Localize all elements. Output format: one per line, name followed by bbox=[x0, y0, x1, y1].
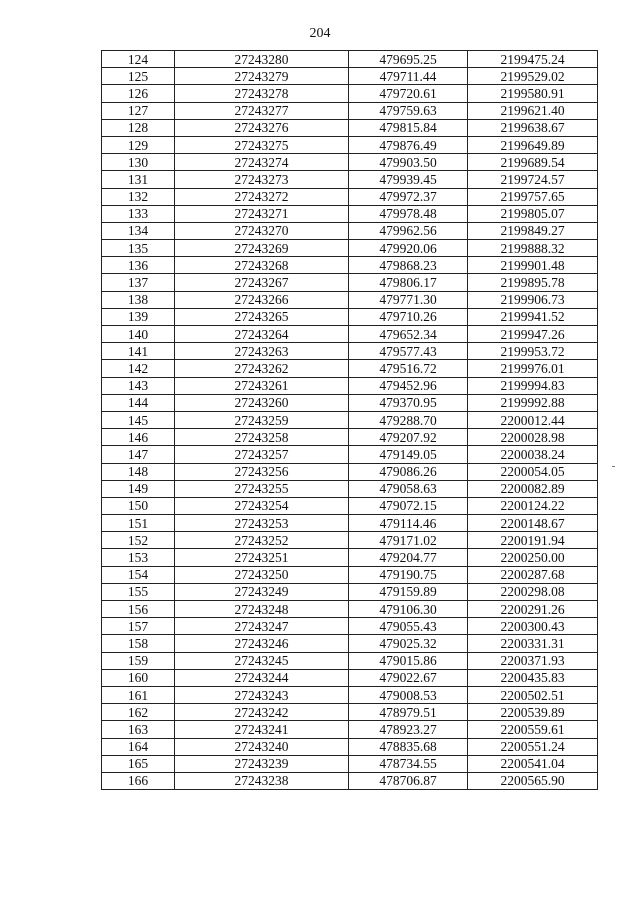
row-index-cell: 156 bbox=[102, 601, 175, 618]
point-id-cell: 27243253 bbox=[175, 515, 349, 532]
table-row bbox=[102, 291, 598, 308]
table-row bbox=[102, 205, 598, 222]
row-index-cell: 131 bbox=[102, 171, 175, 188]
row-index-cell: 130 bbox=[102, 154, 175, 171]
table-row bbox=[102, 85, 598, 102]
x-coordinate-cell: 479149.05 bbox=[349, 446, 468, 463]
table-row bbox=[102, 429, 598, 446]
table-row bbox=[102, 515, 598, 532]
row-index-cell: 143 bbox=[102, 377, 175, 394]
y-coordinate-cell: 2199475.24 bbox=[468, 51, 598, 68]
table-row bbox=[102, 686, 598, 703]
point-id-cell: 27243262 bbox=[175, 360, 349, 377]
table-row bbox=[102, 119, 598, 136]
row-index-cell: 161 bbox=[102, 686, 175, 703]
table-row bbox=[102, 497, 598, 514]
table-row bbox=[102, 188, 598, 205]
point-id-cell: 27243252 bbox=[175, 532, 349, 549]
row-index-cell: 135 bbox=[102, 240, 175, 257]
point-id-cell: 27243264 bbox=[175, 326, 349, 343]
x-coordinate-cell: 479516.72 bbox=[349, 360, 468, 377]
y-coordinate-cell: 2200551.24 bbox=[468, 738, 598, 755]
point-id-cell: 27243247 bbox=[175, 618, 349, 635]
table-row bbox=[102, 446, 598, 463]
y-coordinate-cell: 2199638.67 bbox=[468, 119, 598, 136]
y-coordinate-cell: 2199621.40 bbox=[468, 102, 598, 119]
y-coordinate-cell: 2199888.32 bbox=[468, 240, 598, 257]
table-row bbox=[102, 601, 598, 618]
table-row bbox=[102, 755, 598, 772]
x-coordinate-cell: 479106.30 bbox=[349, 601, 468, 618]
y-coordinate-cell: 2200291.26 bbox=[468, 601, 598, 618]
y-coordinate-cell: 2200038.24 bbox=[468, 446, 598, 463]
table-row bbox=[102, 308, 598, 325]
row-index-cell: 129 bbox=[102, 136, 175, 153]
x-coordinate-cell: 479171.02 bbox=[349, 532, 468, 549]
y-coordinate-cell: 2199689.54 bbox=[468, 154, 598, 171]
margin-mark bbox=[612, 466, 615, 467]
x-coordinate-cell: 479015.86 bbox=[349, 652, 468, 669]
table-row bbox=[102, 480, 598, 497]
x-coordinate-cell: 479903.50 bbox=[349, 154, 468, 171]
row-index-cell: 159 bbox=[102, 652, 175, 669]
row-index-cell: 124 bbox=[102, 51, 175, 68]
x-coordinate-cell: 479577.43 bbox=[349, 343, 468, 360]
point-id-cell: 27243275 bbox=[175, 136, 349, 153]
row-index-cell: 151 bbox=[102, 515, 175, 532]
row-index-cell: 138 bbox=[102, 291, 175, 308]
row-index-cell: 126 bbox=[102, 85, 175, 102]
point-id-cell: 27243243 bbox=[175, 686, 349, 703]
point-id-cell: 27243250 bbox=[175, 566, 349, 583]
row-index-cell: 127 bbox=[102, 102, 175, 119]
table-row bbox=[102, 257, 598, 274]
point-id-cell: 27243249 bbox=[175, 583, 349, 600]
y-coordinate-cell: 2200298.08 bbox=[468, 583, 598, 600]
point-id-cell: 27243274 bbox=[175, 154, 349, 171]
x-coordinate-cell: 479058.63 bbox=[349, 480, 468, 497]
row-index-cell: 137 bbox=[102, 274, 175, 291]
x-coordinate-cell: 479086.26 bbox=[349, 463, 468, 480]
x-coordinate-cell: 479876.49 bbox=[349, 136, 468, 153]
row-index-cell: 166 bbox=[102, 772, 175, 789]
x-coordinate-cell: 479008.53 bbox=[349, 686, 468, 703]
row-index-cell: 158 bbox=[102, 635, 175, 652]
point-id-cell: 27243271 bbox=[175, 205, 349, 222]
point-id-cell: 27243258 bbox=[175, 429, 349, 446]
point-id-cell: 27243248 bbox=[175, 601, 349, 618]
table-row bbox=[102, 721, 598, 738]
x-coordinate-cell: 479204.77 bbox=[349, 549, 468, 566]
x-coordinate-cell: 479868.23 bbox=[349, 257, 468, 274]
row-index-cell: 160 bbox=[102, 669, 175, 686]
point-id-cell: 27243263 bbox=[175, 343, 349, 360]
row-index-cell: 125 bbox=[102, 68, 175, 85]
x-coordinate-cell: 479920.06 bbox=[349, 240, 468, 257]
y-coordinate-cell: 2200054.05 bbox=[468, 463, 598, 480]
point-id-cell: 27243260 bbox=[175, 394, 349, 411]
x-coordinate-cell: 479720.61 bbox=[349, 85, 468, 102]
y-coordinate-cell: 2200371.93 bbox=[468, 652, 598, 669]
table-row bbox=[102, 618, 598, 635]
row-index-cell: 133 bbox=[102, 205, 175, 222]
point-id-cell: 27243278 bbox=[175, 85, 349, 102]
row-index-cell: 165 bbox=[102, 755, 175, 772]
row-index-cell: 136 bbox=[102, 257, 175, 274]
x-coordinate-cell: 479025.32 bbox=[349, 635, 468, 652]
y-coordinate-cell: 2200250.00 bbox=[468, 549, 598, 566]
row-index-cell: 144 bbox=[102, 394, 175, 411]
table-row bbox=[102, 326, 598, 343]
row-index-cell: 164 bbox=[102, 738, 175, 755]
x-coordinate-cell: 479652.34 bbox=[349, 326, 468, 343]
point-id-cell: 27243261 bbox=[175, 377, 349, 394]
x-coordinate-cell: 479159.89 bbox=[349, 583, 468, 600]
x-coordinate-cell: 479072.15 bbox=[349, 497, 468, 514]
table-row bbox=[102, 360, 598, 377]
table-row bbox=[102, 532, 598, 549]
y-coordinate-cell: 2199953.72 bbox=[468, 343, 598, 360]
point-id-cell: 27243269 bbox=[175, 240, 349, 257]
y-coordinate-cell: 2199976.01 bbox=[468, 360, 598, 377]
x-coordinate-cell: 479815.84 bbox=[349, 119, 468, 136]
table-row bbox=[102, 463, 598, 480]
x-coordinate-cell: 479022.67 bbox=[349, 669, 468, 686]
table-row bbox=[102, 652, 598, 669]
y-coordinate-cell: 2199941.52 bbox=[468, 308, 598, 325]
point-id-cell: 27243255 bbox=[175, 480, 349, 497]
row-index-cell: 142 bbox=[102, 360, 175, 377]
row-index-cell: 134 bbox=[102, 222, 175, 239]
y-coordinate-cell: 2200082.89 bbox=[468, 480, 598, 497]
row-index-cell: 163 bbox=[102, 721, 175, 738]
x-coordinate-cell: 479711.44 bbox=[349, 68, 468, 85]
y-coordinate-cell: 2199849.27 bbox=[468, 222, 598, 239]
point-id-cell: 27243240 bbox=[175, 738, 349, 755]
y-coordinate-cell: 2200559.61 bbox=[468, 721, 598, 738]
table-row bbox=[102, 549, 598, 566]
y-coordinate-cell: 2199724.57 bbox=[468, 171, 598, 188]
table-row bbox=[102, 566, 598, 583]
y-coordinate-cell: 2199947.26 bbox=[468, 326, 598, 343]
point-id-cell: 27243273 bbox=[175, 171, 349, 188]
row-index-cell: 153 bbox=[102, 549, 175, 566]
table-row bbox=[102, 222, 598, 239]
y-coordinate-cell: 2200331.31 bbox=[468, 635, 598, 652]
point-id-cell: 27243268 bbox=[175, 257, 349, 274]
point-id-cell: 27243265 bbox=[175, 308, 349, 325]
y-coordinate-cell: 2199901.48 bbox=[468, 257, 598, 274]
y-coordinate-cell: 2200502.51 bbox=[468, 686, 598, 703]
point-id-cell: 27243276 bbox=[175, 119, 349, 136]
x-coordinate-cell: 479190.75 bbox=[349, 566, 468, 583]
table-row bbox=[102, 154, 598, 171]
coordinates-table-container bbox=[101, 50, 598, 790]
row-index-cell: 140 bbox=[102, 326, 175, 343]
x-coordinate-cell: 479806.17 bbox=[349, 274, 468, 291]
row-index-cell: 132 bbox=[102, 188, 175, 205]
y-coordinate-cell: 2200565.90 bbox=[468, 772, 598, 789]
table-row bbox=[102, 669, 598, 686]
table-row bbox=[102, 377, 598, 394]
table-row bbox=[102, 704, 598, 721]
table-row bbox=[102, 68, 598, 85]
row-index-cell: 152 bbox=[102, 532, 175, 549]
point-id-cell: 27243238 bbox=[175, 772, 349, 789]
x-coordinate-cell: 479370.95 bbox=[349, 394, 468, 411]
row-index-cell: 146 bbox=[102, 429, 175, 446]
table-row bbox=[102, 102, 598, 119]
y-coordinate-cell: 2200148.67 bbox=[468, 515, 598, 532]
row-index-cell: 162 bbox=[102, 704, 175, 721]
table-row bbox=[102, 136, 598, 153]
y-coordinate-cell: 2199580.91 bbox=[468, 85, 598, 102]
row-index-cell: 128 bbox=[102, 119, 175, 136]
point-id-cell: 27243242 bbox=[175, 704, 349, 721]
point-id-cell: 27243244 bbox=[175, 669, 349, 686]
x-coordinate-cell: 479055.43 bbox=[349, 618, 468, 635]
x-coordinate-cell: 479710.26 bbox=[349, 308, 468, 325]
table-row bbox=[102, 635, 598, 652]
table-row bbox=[102, 171, 598, 188]
y-coordinate-cell: 2200012.44 bbox=[468, 411, 598, 428]
x-coordinate-cell: 479759.63 bbox=[349, 102, 468, 119]
row-index-cell: 157 bbox=[102, 618, 175, 635]
table-row bbox=[102, 51, 598, 68]
point-id-cell: 27243246 bbox=[175, 635, 349, 652]
x-coordinate-cell: 478734.55 bbox=[349, 755, 468, 772]
y-coordinate-cell: 2200028.98 bbox=[468, 429, 598, 446]
y-coordinate-cell: 2199649.89 bbox=[468, 136, 598, 153]
point-id-cell: 27243251 bbox=[175, 549, 349, 566]
table-row bbox=[102, 583, 598, 600]
y-coordinate-cell: 2200539.89 bbox=[468, 704, 598, 721]
point-id-cell: 27243257 bbox=[175, 446, 349, 463]
y-coordinate-cell: 2199529.02 bbox=[468, 68, 598, 85]
x-coordinate-cell: 479288.70 bbox=[349, 411, 468, 428]
row-index-cell: 147 bbox=[102, 446, 175, 463]
x-coordinate-cell: 479207.92 bbox=[349, 429, 468, 446]
x-coordinate-cell: 478923.27 bbox=[349, 721, 468, 738]
point-id-cell: 27243256 bbox=[175, 463, 349, 480]
x-coordinate-cell: 479771.30 bbox=[349, 291, 468, 308]
y-coordinate-cell: 2200541.04 bbox=[468, 755, 598, 772]
row-index-cell: 148 bbox=[102, 463, 175, 480]
y-coordinate-cell: 2200191.94 bbox=[468, 532, 598, 549]
point-id-cell: 27243270 bbox=[175, 222, 349, 239]
coordinates-table bbox=[101, 50, 598, 790]
point-id-cell: 27243254 bbox=[175, 497, 349, 514]
y-coordinate-cell: 2199906.73 bbox=[468, 291, 598, 308]
row-index-cell: 154 bbox=[102, 566, 175, 583]
table-row bbox=[102, 240, 598, 257]
table-row bbox=[102, 772, 598, 789]
y-coordinate-cell: 2199992.88 bbox=[468, 394, 598, 411]
point-id-cell: 27243280 bbox=[175, 51, 349, 68]
row-index-cell: 150 bbox=[102, 497, 175, 514]
y-coordinate-cell: 2199805.07 bbox=[468, 205, 598, 222]
row-index-cell: 145 bbox=[102, 411, 175, 428]
point-id-cell: 27243245 bbox=[175, 652, 349, 669]
row-index-cell: 155 bbox=[102, 583, 175, 600]
table-row bbox=[102, 411, 598, 428]
point-id-cell: 27243277 bbox=[175, 102, 349, 119]
x-coordinate-cell: 478706.87 bbox=[349, 772, 468, 789]
row-index-cell: 149 bbox=[102, 480, 175, 497]
point-id-cell: 27243272 bbox=[175, 188, 349, 205]
x-coordinate-cell: 478979.51 bbox=[349, 704, 468, 721]
point-id-cell: 27243279 bbox=[175, 68, 349, 85]
x-coordinate-cell: 478835.68 bbox=[349, 738, 468, 755]
x-coordinate-cell: 479114.46 bbox=[349, 515, 468, 532]
x-coordinate-cell: 479452.96 bbox=[349, 377, 468, 394]
y-coordinate-cell: 2199895.78 bbox=[468, 274, 598, 291]
y-coordinate-cell: 2200300.43 bbox=[468, 618, 598, 635]
y-coordinate-cell: 2200435.83 bbox=[468, 669, 598, 686]
row-index-cell: 141 bbox=[102, 343, 175, 360]
y-coordinate-cell: 2199994.83 bbox=[468, 377, 598, 394]
row-index-cell: 139 bbox=[102, 308, 175, 325]
point-id-cell: 27243267 bbox=[175, 274, 349, 291]
table-row bbox=[102, 394, 598, 411]
point-id-cell: 27243266 bbox=[175, 291, 349, 308]
table-row bbox=[102, 274, 598, 291]
y-coordinate-cell: 2200124.22 bbox=[468, 497, 598, 514]
y-coordinate-cell: 2200287.68 bbox=[468, 566, 598, 583]
x-coordinate-cell: 479962.56 bbox=[349, 222, 468, 239]
x-coordinate-cell: 479695.25 bbox=[349, 51, 468, 68]
x-coordinate-cell: 479939.45 bbox=[349, 171, 468, 188]
point-id-cell: 27243259 bbox=[175, 411, 349, 428]
table-row bbox=[102, 738, 598, 755]
table-row bbox=[102, 343, 598, 360]
point-id-cell: 27243241 bbox=[175, 721, 349, 738]
point-id-cell: 27243239 bbox=[175, 755, 349, 772]
table-body bbox=[102, 51, 598, 790]
x-coordinate-cell: 479972.37 bbox=[349, 188, 468, 205]
x-coordinate-cell: 479978.48 bbox=[349, 205, 468, 222]
y-coordinate-cell: 2199757.65 bbox=[468, 188, 598, 205]
page-number: 204 bbox=[309, 26, 331, 41]
